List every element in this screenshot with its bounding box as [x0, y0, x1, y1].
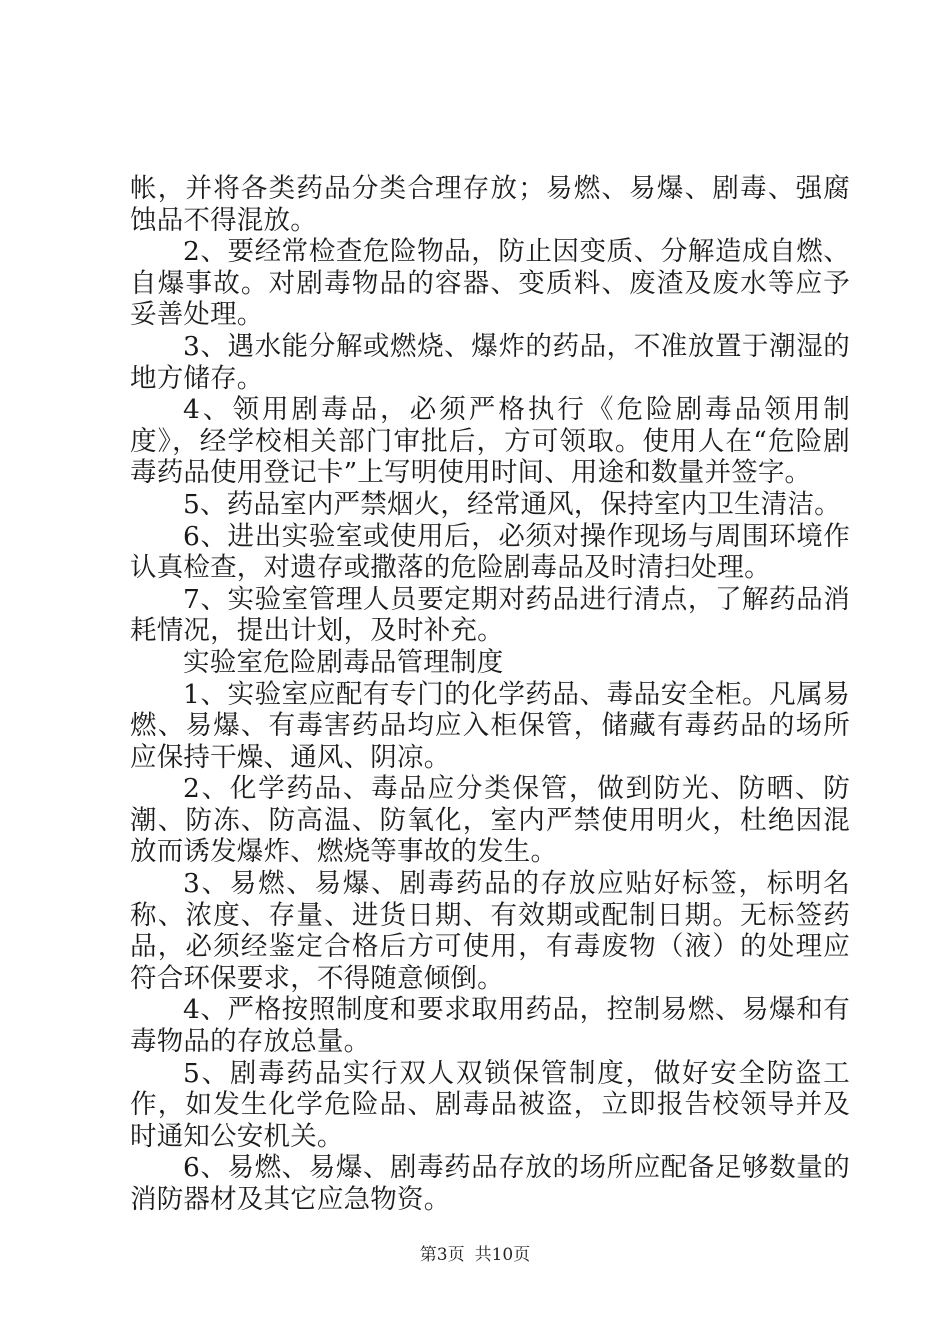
paragraph: 2、化学药品、毒品应分类保管，做到防光、防晒、防潮、防冻、防高温、防氧化，室内严禁使用明火，杜绝因混放而诱发爆炸、燃烧等事故的发生。	[130, 773, 850, 868]
paragraph: 帐，并将各类药品分类合理存放；易燃、易爆、剧毒、强腐蚀品不得混放。	[130, 173, 850, 236]
paragraph: 2、要经常检查危险物品，防止因变质、分解造成自燃、自爆事故。对剧毒物品的容器、变质料、废渣及废水等应予妥善处理。	[130, 236, 850, 331]
paragraph: 3、遇水能分解或燃烧、爆炸的药品，不准放置于潮湿的地方储存。	[130, 330, 850, 394]
page-total: 共10页	[474, 1245, 531, 1265]
section-heading: 实验室危险剧毒品管理制度	[183, 646, 504, 678]
paragraph: 4、严格按照制度和要求取用药品，控制易燃、易爆和有毒物品的存放总量。	[130, 994, 850, 1058]
paragraph: 5、药品室内严禁烟火，经常通风，保持室内卫生清洁。	[183, 488, 841, 520]
paragraph: 3、易燃、易爆、剧毒药品的存放应贴好标签，标明名称、浓度、存量、进货日期、有效期或配制日期。无标签药品，必须经鉴定合格后方可使用，有毒废物（液）的处理应符合环保要求，不得随意倾倒。	[130, 868, 850, 994]
page-number: 第3页	[419, 1245, 465, 1265]
paragraph: 5、剧毒药品实行双人双锁保管制度，做好安全防盗工作，如发生化学危险品、剧毒品被盗，立即报告校领导并及时通知公安机关。	[130, 1057, 850, 1152]
document-body	[130, 173, 850, 1216]
paragraph: 7、实验室管理人员要定期对药品进行清点，了解药品消耗情况，提出计划，及时补充。	[130, 583, 850, 647]
paragraph: 4、领用剧毒品，必须严格执行《危险剧毒品领用制度》，经学校相关部门审批后，方可领取。使用人在“危险剧毒药品使用登记卡”上写明使用时间、用途和数量并签字。	[130, 394, 850, 489]
page-footer	[0, 1245, 950, 1265]
paragraph: 6、进出实验室或使用后，必须对操作现场与周围环境作认真检查，对遗存或撒落的危险剧毒品及时清扫处理。	[130, 520, 850, 584]
paragraph: 6、易燃、易爆、剧毒药品存放的场所应配备足够数量的消防器材及其它应急物资。	[130, 1152, 850, 1215]
paragraph: 1、实验室应配有专门的化学药品、毒品安全柜。凡属易燃、易爆、有毒害药品均应入柜保管，储藏有毒药品的场所应保持干燥、通风、阴凉。	[130, 678, 850, 773]
